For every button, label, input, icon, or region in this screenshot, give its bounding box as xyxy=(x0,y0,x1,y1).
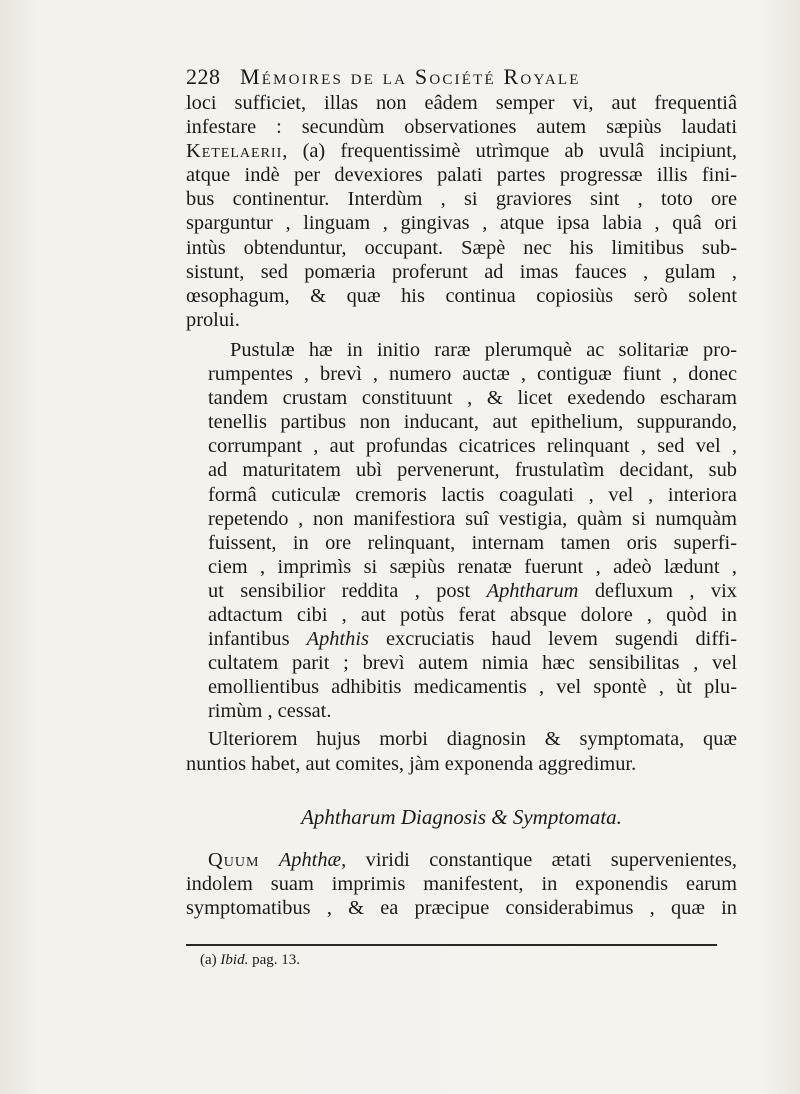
text-line: œsophagum, & quæ his continua copiosiùs serò solent xyxy=(186,284,737,307)
text-line: sparguntur , linguam , gingivas , atque ipsa labia , quâ ori xyxy=(186,212,737,235)
text-line: corrumpant , aut profundas cicatrices relinquant , sed vel , xyxy=(208,435,737,458)
text-fragment: excruciatis haud levem sugendi diffi- xyxy=(368,628,737,651)
text-line: tenellis partibus non inducant, aut epithelium, suppurando, xyxy=(208,411,737,434)
text-line: adtactum cibi , aut potùs ferat absque dolore , quòd in xyxy=(208,603,737,626)
italic-term: Aphthis xyxy=(306,628,369,651)
text-line xyxy=(186,139,737,163)
paragraph-3 xyxy=(186,727,737,775)
text-line: repetendo , non manifestiora suî vestigia, quàm si numquàm xyxy=(208,507,737,530)
text-line: formâ cuticulæ cremoris lactis coagulati , vel , interiora xyxy=(208,483,737,506)
text-line: bus continentur. Interdùm , si graviores sint , toto ore xyxy=(186,188,737,211)
text-line: fuissent, in ore relinquant, internam tamen oris superfi- xyxy=(208,531,737,554)
text-line: cultatem parit ; brevì autem nimia hæc sensibilitas , vel xyxy=(208,652,737,675)
text-line: rumpentes , brevì , numero auctæ , contiguæ fiunt , donec xyxy=(208,363,737,386)
text-line: loci sufficiet, illas non eâdem semper vi, aut frequentiâ xyxy=(186,92,737,114)
text-line: atque indè per devexiores palati partes progressæ illis fini- xyxy=(186,164,737,187)
text-line: rimùm , cessat. xyxy=(208,700,332,723)
paragraph-2 xyxy=(186,338,737,724)
text-line: emollientibus adhibitis medicamentis , vel spontè , ùt plu- xyxy=(208,676,737,699)
opening-word: Quum xyxy=(208,849,260,871)
text-line xyxy=(186,848,737,872)
footnote xyxy=(200,948,300,972)
running-title: Mémoires de la Société Royale xyxy=(240,64,581,89)
text-line: sistunt, sed pomæria proferunt ad imas fauces , gulam , xyxy=(186,260,737,283)
author-name: Ketelaerii xyxy=(186,140,283,163)
paragraph-1 xyxy=(186,91,737,332)
text-line: indolem suam imprimis manifestent, in exponendis earum xyxy=(186,873,737,896)
text-fragment: defluxum , vix xyxy=(578,579,737,602)
text-line: infestare : secundùm observationes autem sæpiùs laudati xyxy=(186,116,737,139)
paragraph-4 xyxy=(186,848,737,920)
footnote-text: pag. 13. xyxy=(248,952,300,968)
text-line: Pustulæ hæ in initio raræ plerumquè ac solitariæ pro- xyxy=(230,338,737,361)
text-line: ad maturitatem ubì pervenerunt, frustulatìm decidant, sub xyxy=(208,459,737,482)
text-fragment: , viridi constantique ætati supervenientes, xyxy=(341,849,737,871)
main-text xyxy=(186,91,737,776)
text-line: ciem , imprimìs si sæpiùs renatæ fuerunt , adeò lædunt , xyxy=(208,555,737,578)
page-number: 228 xyxy=(186,64,221,89)
italic-term: Aphtharum xyxy=(486,579,579,602)
running-header xyxy=(186,60,736,94)
text-line: symptomatibus , & ea præcipue considerabimus , quæ in xyxy=(186,897,737,920)
text-line: Ulteriorem hujus morbi diagnosin & symptomata, quæ xyxy=(208,728,737,751)
section-heading: Aphtharum Diagnosis & Symptomata. xyxy=(301,805,622,829)
footnote-rule xyxy=(186,944,717,946)
text-fragment: ut sensibilior reddita , post xyxy=(208,579,487,602)
text-fragment: , (a) frequentissimè utrìmque ab uvulâ incipiunt, xyxy=(282,140,737,163)
footnote-marker: (a) xyxy=(200,952,217,968)
text-fragment: infantibus xyxy=(208,628,307,651)
footnote-ref: Ibid. xyxy=(220,952,249,968)
italic-term: Aphthæ xyxy=(278,849,342,871)
text-line: tandem crustam constituunt , & licet exedendo escharam xyxy=(208,387,737,410)
text-line xyxy=(186,627,737,651)
text-line: nuntios habet, aut comites, jàm exponenda aggredimur. xyxy=(186,752,637,775)
text-line: intùs obtenduntur, occupant. Sæpè nec his limitibus sub- xyxy=(186,236,737,259)
text-line xyxy=(186,579,737,603)
text-line: prolui. xyxy=(186,308,240,331)
